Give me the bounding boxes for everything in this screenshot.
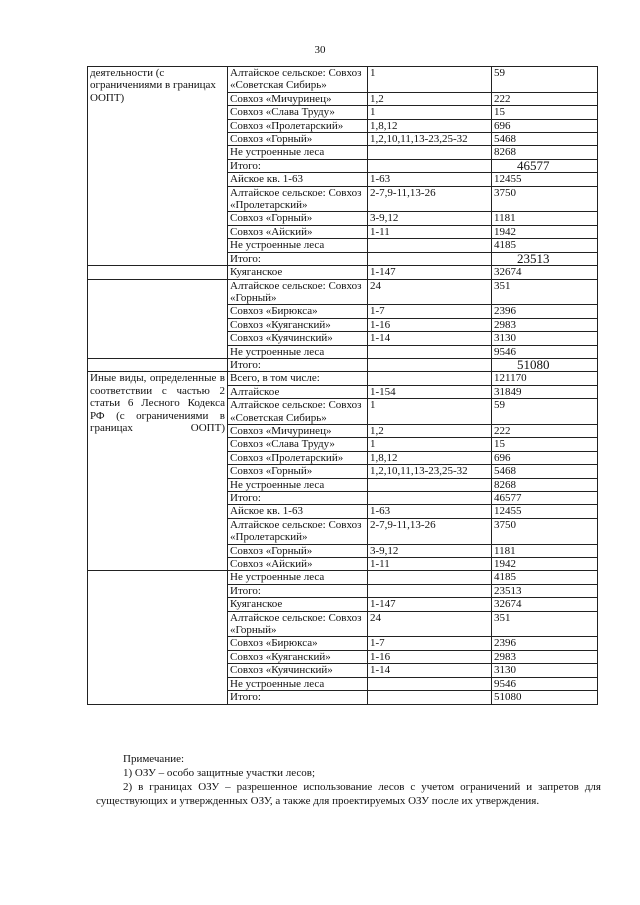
blocks-cell: 1 (368, 438, 492, 451)
blocks-cell (368, 159, 492, 172)
blocks-cell: 1-11 (368, 558, 492, 571)
blocks-cell: 1 (368, 106, 492, 119)
blocks-cell (368, 358, 492, 371)
area-cell: 121170 (492, 372, 598, 385)
blocks-cell: 1-154 (368, 385, 492, 398)
page-number: 30 (314, 44, 326, 56)
table-row (88, 67, 598, 93)
area-cell: 222 (492, 92, 598, 105)
area-cell: 12455 (492, 505, 598, 518)
name-cell: Совхоз «Горный» (228, 133, 368, 146)
name-cell: Алтайское сельское: Совхоз «Советская Сибирь» (228, 67, 368, 93)
category-cell (88, 571, 228, 704)
name-cell: Совхоз «Куяганский» (228, 650, 368, 663)
blocks-cell (368, 478, 492, 491)
blocks-cell: 1-63 (368, 505, 492, 518)
notes-item-1: 1) ОЗУ – особо защитные участки лесов; (123, 767, 316, 779)
name-cell: Куяганское (228, 598, 368, 611)
area-cell: 351 (492, 611, 598, 637)
blocks-cell: 1,2,10,11,13-23,25-32 (368, 465, 492, 478)
category-cell (88, 266, 228, 279)
name-cell: Совхоз «Айский» (228, 225, 368, 238)
area-cell: 1942 (492, 558, 598, 571)
blocks-cell: 1,2 (368, 92, 492, 105)
name-cell: Не устроенные леса (228, 677, 368, 690)
area-cell: 3750 (492, 518, 598, 544)
blocks-cell: 1,2,10,11,13-23,25-32 (368, 133, 492, 146)
table-row (88, 266, 598, 279)
name-cell: Алтайское сельское: Совхоз «Горный» (228, 611, 368, 637)
area-cell: 4185 (492, 239, 598, 252)
name-cell: Совхоз «Горный» (228, 212, 368, 225)
name-cell: Всего, в том числе: (228, 372, 368, 385)
name-cell: Алтайское сельское: Совхоз «Пролетарский» (228, 518, 368, 544)
name-cell: Алтайское сельское: Совхоз «Советская Сибирь» (228, 399, 368, 425)
area-cell: 15 (492, 106, 598, 119)
table-row (88, 279, 598, 305)
name-cell: Совхоз «Слава Труду» (228, 438, 368, 451)
blocks-cell (368, 239, 492, 252)
blocks-cell: 1,8,12 (368, 451, 492, 464)
category-text: деятельности (с ограничениями в границах ООПТ) (90, 67, 216, 104)
name-cell: Итого: (228, 252, 368, 265)
blocks-cell: 24 (368, 611, 492, 637)
name-cell: Совхоз «Мичуринец» (228, 92, 368, 105)
blocks-cell: 1-63 (368, 173, 492, 186)
name-cell: Совхоз «Пролетарский» (228, 451, 368, 464)
area-cell: 23513 (492, 584, 598, 597)
forest-use-table (87, 66, 598, 705)
blocks-cell (368, 146, 492, 159)
area-cell: 3750 (492, 186, 598, 212)
name-cell: Совхоз «Мичуринец» (228, 424, 368, 437)
area-cell: 15 (492, 438, 598, 451)
area-cell: 8268 (492, 478, 598, 491)
area-cell: 2983 (492, 650, 598, 663)
category-text: Иные виды, определенные в соответствии с частью 2 статьи 6 Лесного Кодекса РФ (с ограничениями в границах ООПТ) (90, 372, 225, 434)
area-cell: 3130 (492, 664, 598, 677)
name-cell: Айское кв. 1-63 (228, 505, 368, 518)
table-row (88, 372, 598, 385)
name-cell: Айское кв. 1-63 (228, 173, 368, 186)
name-cell: Совхоз «Слава Труду» (228, 106, 368, 119)
blocks-cell: 3-9,12 (368, 212, 492, 225)
blocks-cell (368, 584, 492, 597)
notes-section (96, 752, 601, 808)
area-cell: 51080 (492, 691, 598, 704)
table-body (88, 67, 598, 705)
blocks-cell: 24 (368, 279, 492, 305)
name-cell: Итого: (228, 691, 368, 704)
blocks-cell: 1-7 (368, 305, 492, 318)
category-cell (88, 372, 228, 571)
area-cell: 222 (492, 424, 598, 437)
area-cell: 2983 (492, 318, 598, 331)
blocks-cell (368, 492, 492, 505)
name-cell: Совхоз «Пролетарский» (228, 119, 368, 132)
blocks-cell: 1-147 (368, 598, 492, 611)
area-cell: 46577 (492, 159, 598, 172)
blocks-cell (368, 372, 492, 385)
area-cell: 51080 (492, 358, 598, 371)
area-cell: 4185 (492, 571, 598, 584)
blocks-cell: 1,8,12 (368, 119, 492, 132)
blocks-cell (368, 252, 492, 265)
name-cell: Не устроенные леса (228, 478, 368, 491)
blocks-cell: 2-7,9-11,13-26 (368, 518, 492, 544)
area-cell: 696 (492, 451, 598, 464)
blocks-cell (368, 677, 492, 690)
name-cell: Совхоз «Горный» (228, 465, 368, 478)
blocks-cell: 3-9,12 (368, 544, 492, 557)
area-cell: 2396 (492, 637, 598, 650)
name-cell: Совхоз «Горный» (228, 544, 368, 557)
name-cell: Совхоз «Бирюкса» (228, 305, 368, 318)
area-cell: 46577 (492, 492, 598, 505)
area-cell: 1942 (492, 225, 598, 238)
area-cell: 9546 (492, 677, 598, 690)
name-cell: Алтайское (228, 385, 368, 398)
area-cell: 8268 (492, 146, 598, 159)
name-cell: Итого: (228, 358, 368, 371)
area-cell: 5468 (492, 133, 598, 146)
name-cell: Не устроенные леса (228, 146, 368, 159)
area-cell: 32674 (492, 266, 598, 279)
area-cell: 59 (492, 67, 598, 93)
table-row (88, 358, 598, 371)
area-cell: 59 (492, 399, 598, 425)
blocks-cell: 1-7 (368, 637, 492, 650)
area-cell: 1181 (492, 212, 598, 225)
name-cell: Совхоз «Айский» (228, 558, 368, 571)
name-cell: Совхоз «Бирюкса» (228, 637, 368, 650)
table-row (88, 571, 598, 584)
name-cell: Не устроенные леса (228, 239, 368, 252)
name-cell: Не устроенные леса (228, 571, 368, 584)
area-cell: 31849 (492, 385, 598, 398)
area-cell: 12455 (492, 173, 598, 186)
area-cell: 1181 (492, 544, 598, 557)
area-cell: 5468 (492, 465, 598, 478)
blocks-cell: 1-14 (368, 332, 492, 345)
notes-item-2: 2) в границах ОЗУ – разрешенное использование лесов с учетом ограничений и запретов для существующих и утвержденных ОЗУ, а также для проектируемых ОЗУ после их утверждения. (96, 781, 601, 807)
area-cell: 696 (492, 119, 598, 132)
blocks-cell: 1 (368, 67, 492, 93)
blocks-cell: 1-16 (368, 650, 492, 663)
name-cell: Куяганское (228, 266, 368, 279)
area-cell: 9546 (492, 345, 598, 358)
name-cell: Совхоз «Куячинский» (228, 332, 368, 345)
blocks-cell (368, 691, 492, 704)
blocks-cell: 2-7,9-11,13-26 (368, 186, 492, 212)
blocks-cell: 1,2 (368, 424, 492, 437)
name-cell: Алтайское сельское: Совхоз «Пролетарский» (228, 186, 368, 212)
category-cell (88, 279, 228, 358)
blocks-cell (368, 345, 492, 358)
area-cell: 23513 (492, 252, 598, 265)
blocks-cell: 1 (368, 399, 492, 425)
area-cell: 32674 (492, 598, 598, 611)
area-cell: 2396 (492, 305, 598, 318)
blocks-cell: 1-16 (368, 318, 492, 331)
area-cell: 3130 (492, 332, 598, 345)
category-cell (88, 67, 228, 266)
name-cell: Алтайское сельское: Совхоз «Горный» (228, 279, 368, 305)
name-cell: Итого: (228, 159, 368, 172)
name-cell: Совхоз «Куяганский» (228, 318, 368, 331)
category-cell (88, 358, 228, 371)
blocks-cell: 1-14 (368, 664, 492, 677)
name-cell: Итого: (228, 584, 368, 597)
name-cell: Не устроенные леса (228, 345, 368, 358)
blocks-cell: 1-11 (368, 225, 492, 238)
blocks-cell: 1-147 (368, 266, 492, 279)
name-cell: Итого: (228, 492, 368, 505)
area-cell: 351 (492, 279, 598, 305)
blocks-cell (368, 571, 492, 584)
name-cell: Совхоз «Куячинский» (228, 664, 368, 677)
notes-heading: Примечание: (123, 753, 185, 765)
